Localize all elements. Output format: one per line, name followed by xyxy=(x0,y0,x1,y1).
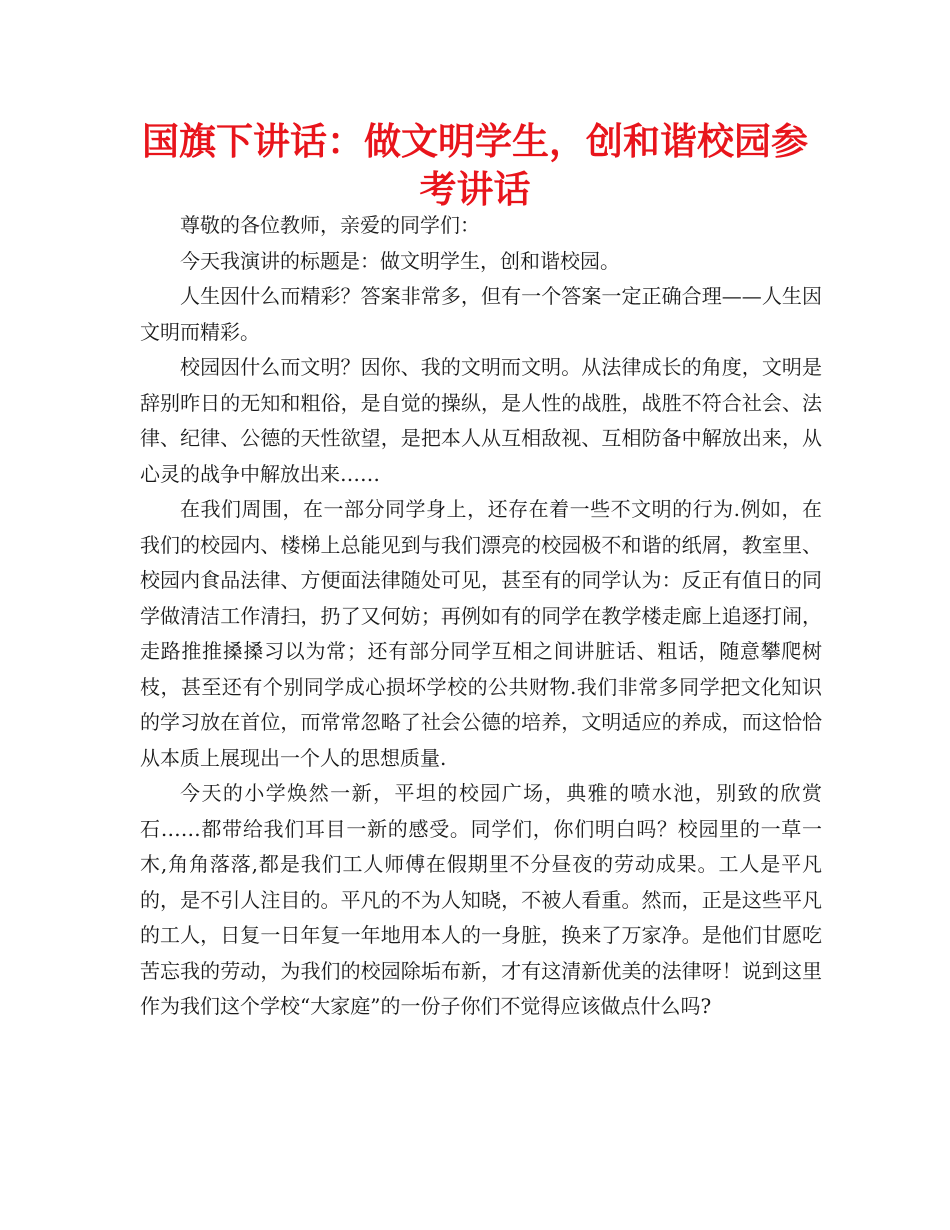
paragraph-topic: 今天我演讲的标题是：做文明学生，创和谐校园。 xyxy=(180,248,620,273)
paragraph-campus: 校园因什么而文明？因你、我的文明而文明。从法律成长的角度，文明是辞别昨日的无知和粗俗，是自觉的操纵，是人性的战胜，战胜不符合社会、法律、纪律、公德的天性欲望，是把本人从互相敌视、互相防备中解放出来，从心灵的战争中解放出来…… xyxy=(140,355,822,486)
paragraph-greeting: 尊敬的各位教师，亲爱的同学们： xyxy=(180,213,480,237)
paragraph-behavior: 在我们周围，在一部分同学身上，还存在着一些不文明的行为.例如，在我们的校园内、楼梯上总能见到与我们漂亮的校园极不和谐的纸屑，教室里、校园内食品法律、方便面法律随处可见，甚至有的同学认为：反正有值日的同学做清洁工作清扫，扔了又何妨；再例如有的同学在教学楼走廊上追逐打闹，走路推推搡搡习以为常；还有部分同学互相之间讲脏话、粗话，随意攀爬树枝，甚至还有个别同学成心损坏学校的公共财物.我们非常多同学把文化知识的学习放在首位，而常常忽略了社会公德的培养，文明适应的养成，而这恰恰从本质上展现出一个人的思想质量. xyxy=(140,497,822,770)
paragraph-life: 人生因什么而精彩？答案非常多，但有一个答案一定正确合理——人生因文明而精彩。 xyxy=(140,284,822,344)
document-title: 国旗下讲话：做文明学生，创和谐校园参考讲话 xyxy=(142,120,808,211)
document-body xyxy=(140,208,822,1025)
paragraph-workers: 今天的小学焕然一新，平坦的校园广场，典雅的喷水池，别致的欣赏石……都带给我们耳目一新的感受。同学们，你们明白吗？校园里的一草一木,角角落落,都是我们工人师傅在假期里不分昼夜的劳动成果。工人是平凡的，是不引人注目的。平凡的不为人知晓，不被人看重。然而，正是这些平凡的工人，日复一日年复一年地用本人的一身脏，换来了万家净。是他们甘愿吃苦忘我的劳动，为我们的校园除垢布新，才有这清新优美的法律呀！说到这里作为我们这个学校“大家庭”的一份子你们不觉得应该做点什么吗? xyxy=(140,781,822,1018)
